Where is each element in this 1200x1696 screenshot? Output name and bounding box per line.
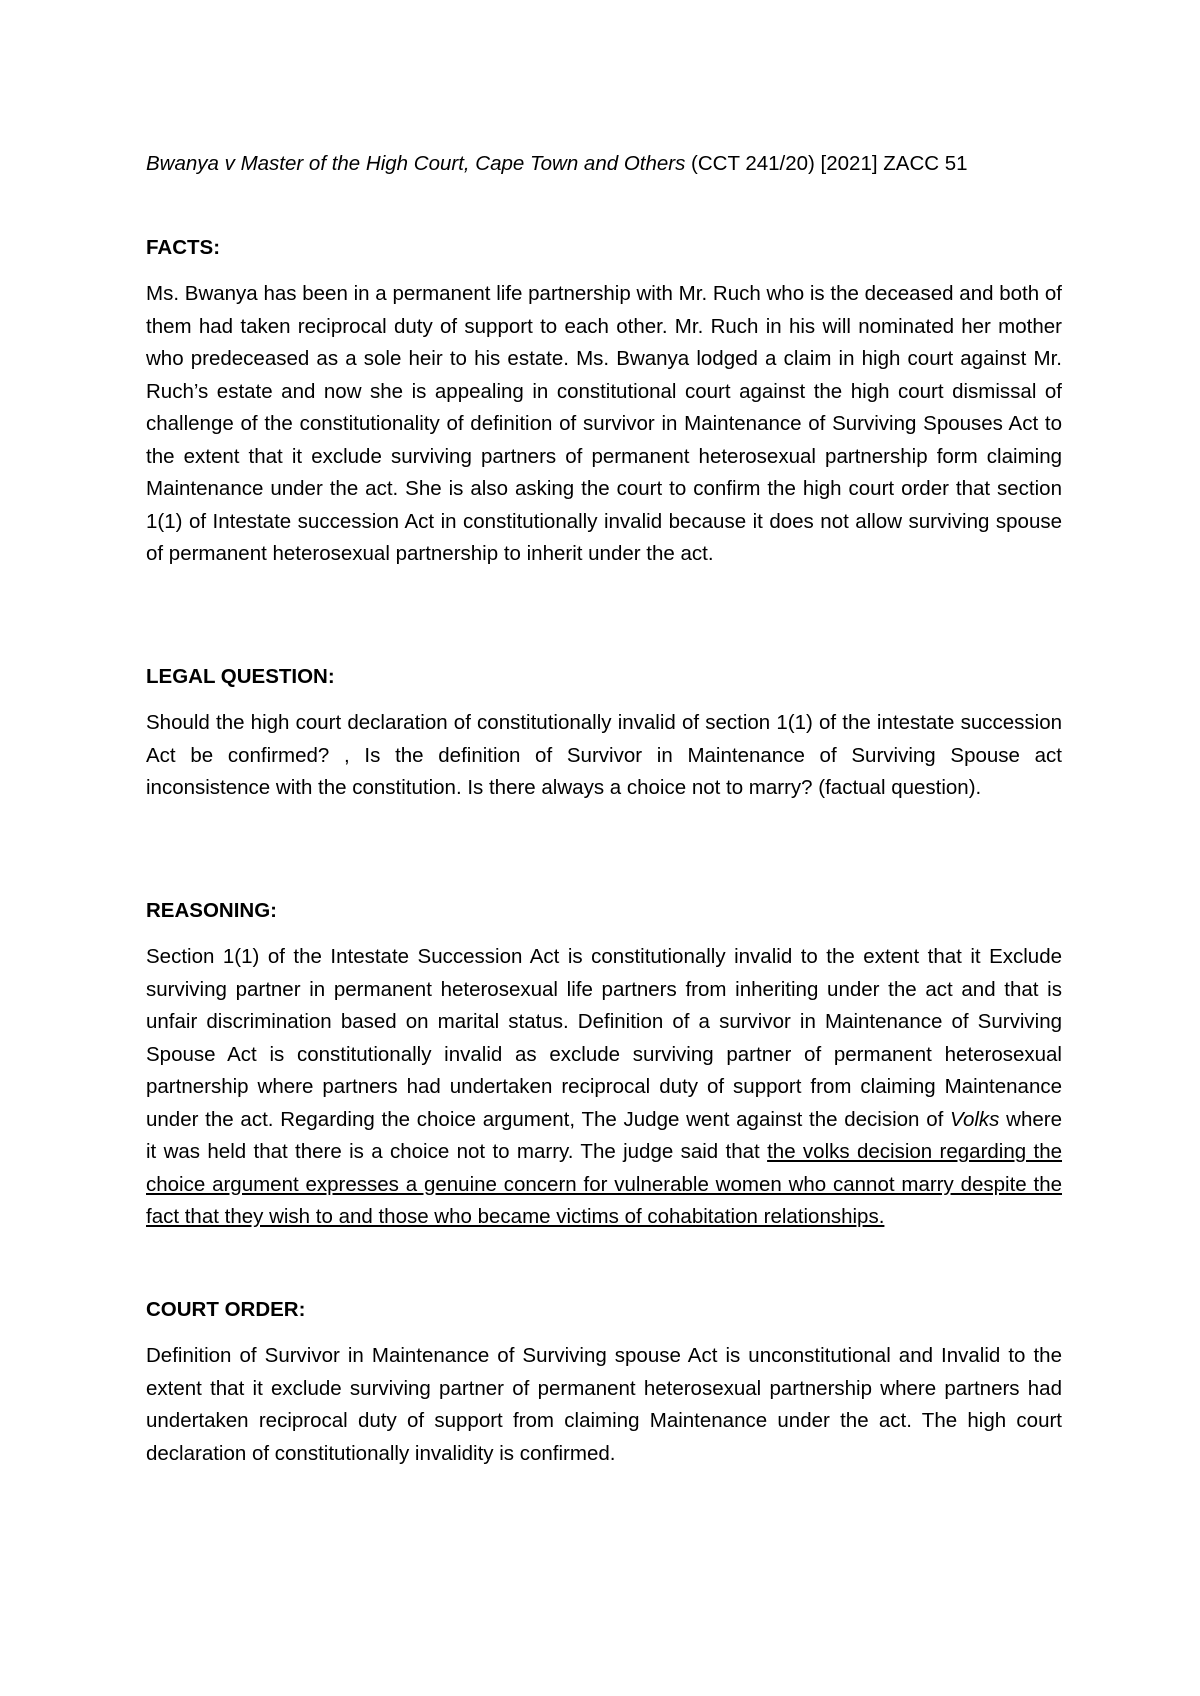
- facts-heading: FACTS:: [146, 235, 221, 259]
- case-name: Bwanya v Master of the High Court, Cape Town and Others: [146, 152, 686, 175]
- reasoning-text-part-1: Section 1(1) of the Intestate Succession Act is constitutionally invalid to the extent that it Exclude surviving partner in permanent heterosexual life partners from inheriting under the act and that is unfair discrimination based on marital status. Definition of a survivor in Maintenance of Surviving Spouse Act is constitutionally invalid as exclude surviving partner of permanent heterosexual partnership where partners had undertaken reciprocal duty of support from claiming Maintenance under the act. Regarding the choice argument, The Judge went against the decision of: [146, 945, 1062, 1131]
- reasoning-underlined-quote: the volks decision regarding the choice argument expresses a genuine concern for vulnerable women who cannot marry despite the fact that they wish to and those who became victims of cohabitation relationships.: [146, 1140, 1063, 1228]
- document-page: [146, 148, 1062, 1470]
- legal-question-heading: LEGAL QUESTION:: [146, 664, 335, 688]
- reasoning-paragraph: [146, 941, 1062, 1234]
- case-citation: (CCT 241/20) [2021] ZACC 51: [685, 152, 968, 175]
- facts-paragraph: Ms. Bwanya has been in a permanent life partnership with Mr. Ruch who is the deceased and both of them had taken reciprocal duty of support to each other. Mr. Ruch in his will nominated her mother who predeceased as a sole heir to his estate. Ms. Bwanya lodged a claim in high court against Mr. Ruch’s estate and now she is appealing in constitutional court against the high court dismissal of challenge of the constitutionality of definition of survivor in Maintenance of Surviving Spouses Act to the extent that it exclude surviving partners of permanent heterosexual partnership form claiming Maintenance under the act. She is also asking the court to confirm the high court order that section 1(1) of Intestate succession Act in constitutionally invalid because it does not allow surviving spouse of permanent heterosexual partnership to inherit under the act.: [146, 282, 1062, 565]
- legal-question-paragraph: Should the high court declaration of constitutionally invalid of section 1(1) of the intestate succession Act be confirmed? , Is the definition of Survivor in Maintenance of Surviving Spouse act inconsistence with the constitution. Is there always a choice not to marry? (factual question).: [146, 711, 1062, 799]
- case-title: [146, 148, 1062, 181]
- court-order-heading: COURT ORDER:: [146, 1297, 306, 1321]
- volks-case-reference: Volks: [950, 1107, 1000, 1131]
- reasoning-heading: REASONING:: [146, 898, 277, 922]
- court-order-paragraph: Definition of Survivor in Maintenance of Surviving spouse Act is unconstitutional and Invalid to the extent that it exclude surviving partner of permanent heterosexual partnership where partners had undertaken reciprocal duty of support from claiming Maintenance under the act. The high court declaration of constitutionally invalidity is confirmed.: [146, 1344, 1062, 1465]
- reasoning-text-part-2: where it was held that there is a choice not to marry. The judge said that: [146, 1107, 1062, 1163]
